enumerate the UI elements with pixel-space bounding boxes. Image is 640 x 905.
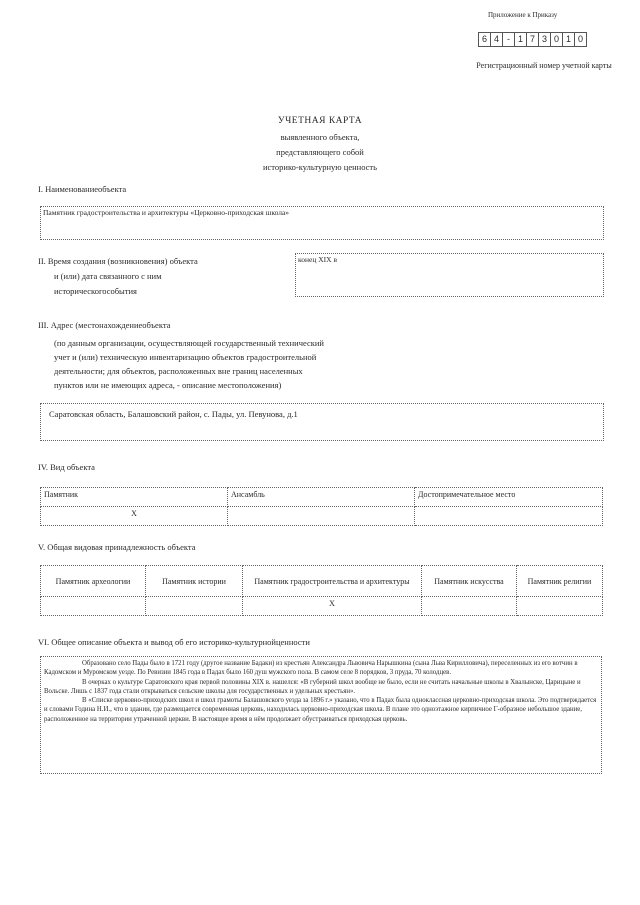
address-value: Саратовская область, Балашовский район, с. Пады, ул. Певунова, д.1 bbox=[49, 409, 298, 419]
section-4-label: IV. Вид объекта bbox=[38, 462, 95, 472]
reg-digit: 1 bbox=[515, 33, 527, 46]
description-paragraph: Образовано село Пады было в 1721 году (другое название Бадаки) из крестьян Александра Львовича Нарышкина (сына Льва Кирилловича), переселенных из его вотчин в Кадомском и Муромском уезде. По Ревизии 1845 года в Падах было 160 душ мужского пола. В самом селе 8 порядков, 3 пруда, 70 колодцев. bbox=[44, 660, 578, 677]
section-3-note bbox=[54, 336, 554, 392]
type-mark bbox=[41, 597, 146, 616]
type-header: Памятник искусства bbox=[422, 566, 517, 597]
object-type-table bbox=[40, 565, 603, 616]
section-5-label: V. Общая видовая принадлежность объекта bbox=[38, 542, 196, 552]
reg-digit: 6 bbox=[479, 33, 491, 46]
reg-digit: 3 bbox=[539, 33, 551, 46]
type-header: Памятник религии bbox=[517, 566, 603, 597]
object-name-field bbox=[40, 206, 604, 240]
subtitle-line: выявленного объекта, bbox=[280, 132, 360, 142]
kind-mark bbox=[415, 507, 603, 526]
type-header: Памятник градостроительства и архитектуры bbox=[243, 566, 422, 597]
creation-date-value: конец XIX в bbox=[298, 255, 337, 264]
kind-header: Ансамбль bbox=[228, 488, 415, 507]
section-1-label: I. Наименованиеобъекта bbox=[38, 184, 127, 194]
note-line: пунктов или не имеющих адреса, - описание местоположения) bbox=[54, 380, 282, 390]
kind-mark bbox=[228, 507, 415, 526]
reg-digit: 0 bbox=[551, 33, 563, 46]
note-line: (по данным организации, осуществляющей государственный технический bbox=[54, 338, 324, 348]
reg-digit: 0 bbox=[577, 34, 583, 44]
description-paragraph: В очерках о культуре Саратовского края первой половины XIX в. нашелся: «В губерний школ вообще не было, если не считать начальные школы в Хвалынске, Царицыне и Вольске. Лишь с 1837 года стали открываться сельские школы для государственных и удельных крестьян». bbox=[44, 678, 581, 695]
annex-label: Приложение к Приказу bbox=[488, 11, 558, 19]
section-2-line: II. Время создания (возникновения) объекта bbox=[38, 256, 198, 266]
registration-number bbox=[478, 32, 587, 47]
kind-header: Памятник bbox=[41, 488, 228, 507]
section-2-line: историческогособытия bbox=[54, 286, 137, 296]
creation-date-field bbox=[295, 253, 604, 297]
kind-mark: X bbox=[41, 507, 228, 526]
type-header: Памятник истории bbox=[146, 566, 243, 597]
type-header: Памятник археологии bbox=[41, 566, 146, 597]
note-line: деятельности; для объектов, расположенных вне границ населенных bbox=[54, 366, 303, 376]
card-subtitle bbox=[190, 130, 450, 175]
section-3-label: III. Адрес (местонахождениеобъекта bbox=[38, 320, 171, 330]
note-line: учет и (или) техническую инвентаризацию объектов градостроительной bbox=[54, 352, 317, 362]
description-paragraph: В «Списке церковно-приходских школ и школ грамоты Балашовского уезда за 1896 г.» указано, что в Падах была одноклассная церковно-приходская школа. Это подтверждается и словами Година Н.И., что в здании, где размещается современная церковь, находилась церковно-приходская школа. В плане это одноэтажное кирпичное Г-образное небольшое здание, расположенное на территории утраченной церкви. В настоящее время в нём продолжает обустраиваться приходская церковь. bbox=[44, 697, 597, 723]
reg-digit: 4 bbox=[491, 33, 503, 46]
type-mark: X bbox=[243, 597, 422, 616]
type-mark bbox=[146, 597, 243, 616]
description-field bbox=[40, 656, 602, 774]
subtitle-line: историко-культурную ценность bbox=[262, 162, 378, 172]
card-title: УЧЕТНАЯ КАРТА bbox=[277, 116, 363, 126]
type-mark bbox=[422, 597, 517, 616]
reg-digit: 7 bbox=[527, 33, 539, 46]
section-6-label: VI. Общее описание объекта и вывод об его историко-культурнойценности bbox=[38, 637, 310, 647]
reg-digit: 1 bbox=[563, 33, 575, 46]
type-mark bbox=[517, 597, 603, 616]
address-field bbox=[40, 403, 604, 441]
object-kind-table bbox=[40, 487, 603, 526]
reg-digit: - bbox=[503, 33, 515, 46]
section-2-label bbox=[38, 254, 198, 299]
subtitle-line: представляющего собой bbox=[276, 147, 364, 157]
object-name-value: Памятник градостроительства и архитектуры «Церковно-приходская школа» bbox=[43, 208, 290, 217]
section-2-line: и (или) дата связанного с ним bbox=[54, 271, 162, 281]
registration-number-label: Регистрационный номер учетной карты bbox=[476, 61, 612, 70]
kind-header: Достопримечательное место bbox=[415, 488, 603, 507]
